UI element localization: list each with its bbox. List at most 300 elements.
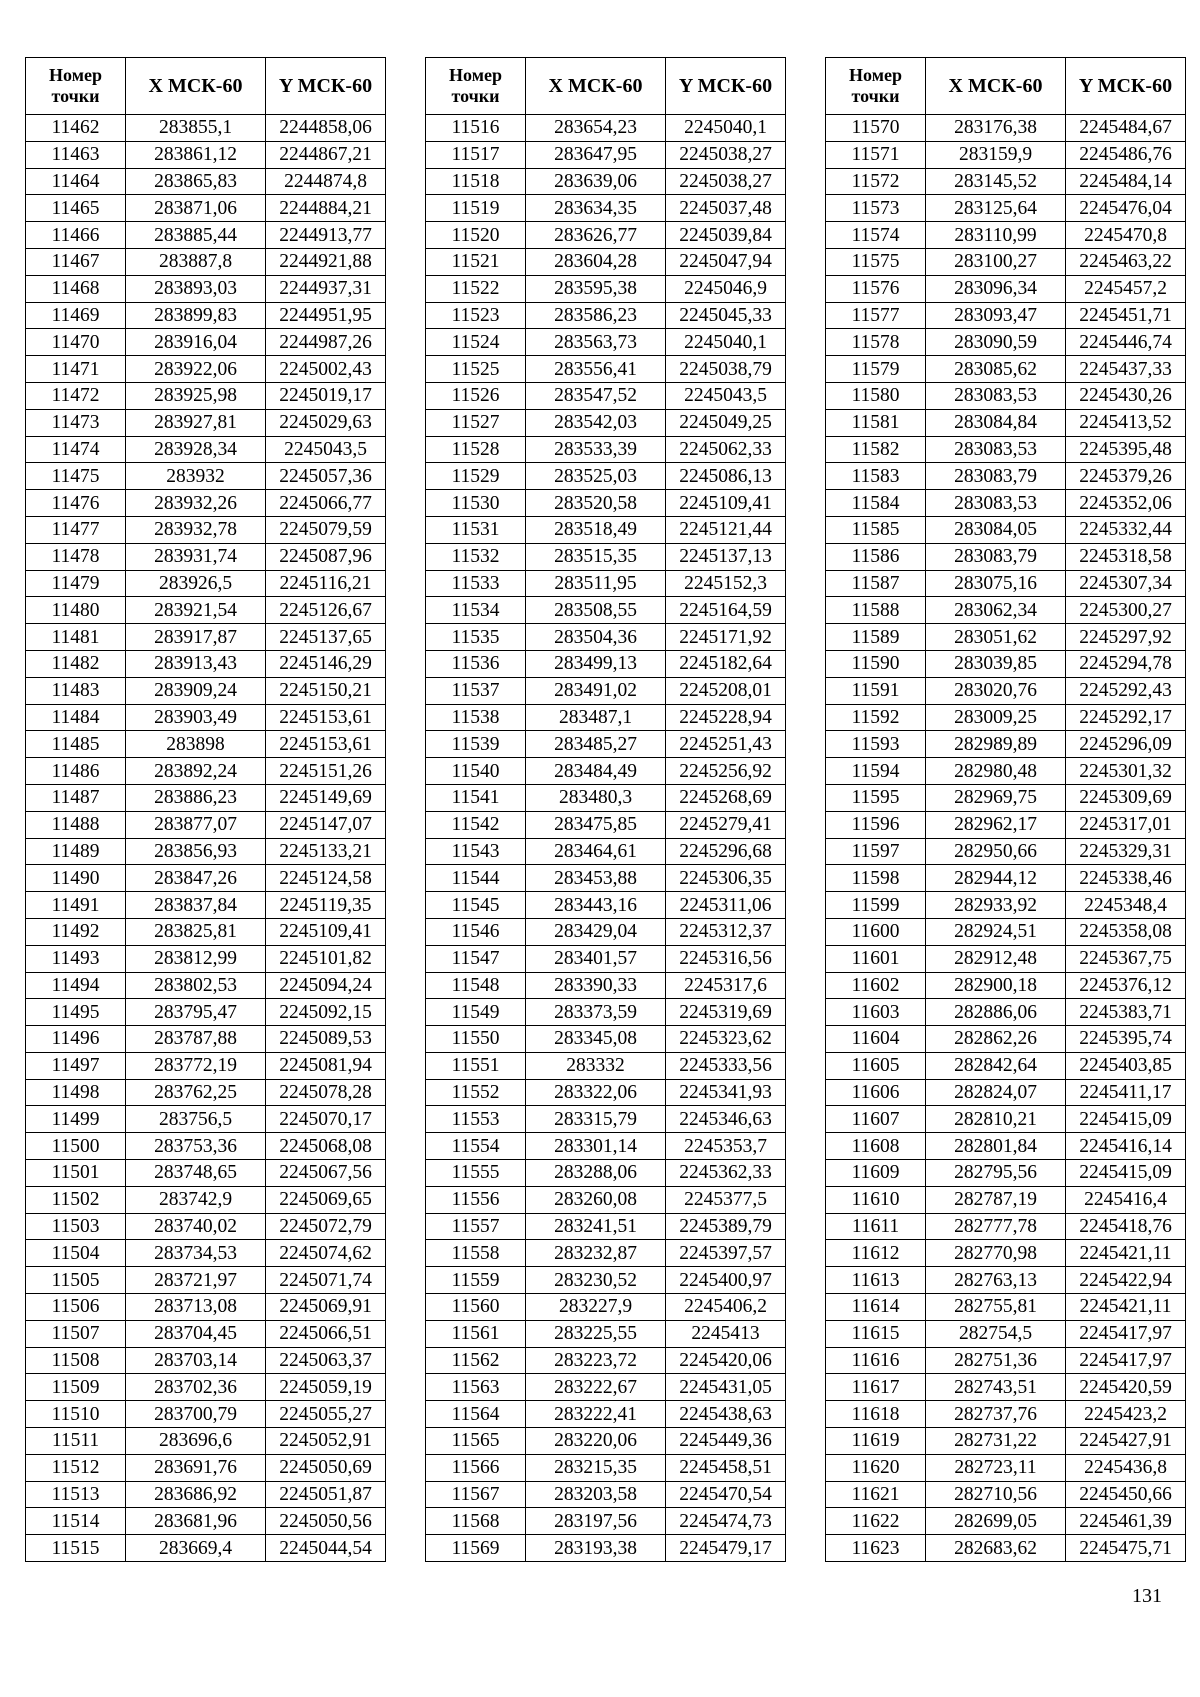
table-row [826,302,1186,329]
y-coordinate-cell: 2245268,69 [666,784,786,811]
point-number-cell: 11520 [426,222,526,249]
y-coordinate-cell: 2245067,56 [266,1160,386,1187]
table-row [26,543,386,570]
x-coordinate-cell: 283563,73 [526,329,666,356]
y-coordinate-cell: 2245416,4 [1066,1186,1186,1213]
table-body [426,115,786,1562]
table-row [826,704,1186,731]
y-coordinate-cell: 2245306,35 [666,865,786,892]
x-coordinate-cell: 282989,89 [926,731,1066,758]
x-coordinate-cell: 283225,55 [526,1320,666,1347]
point-number-cell: 11470 [26,329,126,356]
header-y: Y МСК-60 [266,58,386,115]
point-number-cell: 11537 [426,677,526,704]
x-coordinate-cell: 283932 [126,463,266,490]
x-coordinate-cell: 283533,39 [526,436,666,463]
x-coordinate-cell: 283288,06 [526,1160,666,1187]
point-number-cell: 11613 [826,1267,926,1294]
table-row [826,382,1186,409]
table-row [426,141,786,168]
table-row [26,677,386,704]
x-coordinate-cell: 283825,81 [126,918,266,945]
point-number-cell: 11491 [26,892,126,919]
y-coordinate-cell: 2245109,41 [266,918,386,945]
x-coordinate-cell: 283586,23 [526,302,666,329]
point-number-cell: 11472 [26,382,126,409]
y-coordinate-cell: 2245047,94 [666,248,786,275]
y-coordinate-cell: 2245153,61 [266,704,386,731]
x-coordinate-cell: 282924,51 [926,918,1066,945]
table-row [426,195,786,222]
y-coordinate-cell: 2245449,36 [666,1428,786,1455]
point-number-cell: 11485 [26,731,126,758]
point-number-cell: 11563 [426,1374,526,1401]
y-coordinate-cell: 2245406,2 [666,1294,786,1321]
point-number-cell: 11502 [26,1186,126,1213]
y-coordinate-cell: 2245437,33 [1066,356,1186,383]
point-number-cell: 11500 [26,1133,126,1160]
table-row [826,1133,1186,1160]
table-row [426,918,786,945]
table-row [26,704,386,731]
x-coordinate-cell: 283193,38 [526,1535,666,1562]
table-row [426,1428,786,1455]
y-coordinate-cell: 2245333,56 [666,1052,786,1079]
point-number-cell: 11512 [26,1454,126,1481]
point-number-cell: 11481 [26,624,126,651]
table-row [426,1535,786,1562]
x-coordinate-cell: 282777,78 [926,1213,1066,1240]
point-number-cell: 11561 [426,1320,526,1347]
table-row [26,490,386,517]
point-number-cell: 11544 [426,865,526,892]
y-coordinate-cell: 2245092,15 [266,999,386,1026]
point-number-cell: 11570 [826,115,926,142]
table-row [826,677,1186,704]
x-coordinate-cell: 283515,35 [526,543,666,570]
y-coordinate-cell: 2245208,01 [666,677,786,704]
y-coordinate-cell: 2245292,43 [1066,677,1186,704]
table-row [426,1160,786,1187]
point-number-cell: 11462 [26,115,126,142]
x-coordinate-cell: 283096,34 [926,275,1066,302]
table-row [26,141,386,168]
x-coordinate-cell: 282933,92 [926,892,1066,919]
table-header-row [426,58,786,115]
x-coordinate-cell: 282842,64 [926,1052,1066,1079]
y-coordinate-cell: 2245109,41 [666,490,786,517]
table-row [426,302,786,329]
table-row [426,1294,786,1321]
table-row [826,650,1186,677]
y-coordinate-cell: 2245051,87 [266,1481,386,1508]
x-coordinate-cell: 283871,06 [126,195,266,222]
x-coordinate-cell: 283932,78 [126,516,266,543]
x-coordinate-cell: 283504,36 [526,624,666,651]
point-number-cell: 11620 [826,1454,926,1481]
y-coordinate-cell: 2245450,66 [1066,1481,1186,1508]
point-number-cell: 11490 [26,865,126,892]
x-coordinate-cell: 283626,77 [526,222,666,249]
x-coordinate-cell: 283886,23 [126,784,266,811]
point-number-cell: 11513 [26,1481,126,1508]
y-coordinate-cell: 2245484,67 [1066,115,1186,142]
coordinates-table-3 [825,57,1186,1562]
point-number-cell: 11596 [826,811,926,838]
x-coordinate-cell: 282810,21 [926,1106,1066,1133]
y-coordinate-cell: 2245057,36 [266,463,386,490]
table-row [26,302,386,329]
x-coordinate-cell: 283197,56 [526,1508,666,1535]
x-coordinate-cell: 283899,83 [126,302,266,329]
y-coordinate-cell: 2245470,54 [666,1481,786,1508]
header-y: Y МСК-60 [1066,58,1186,115]
y-coordinate-cell: 2245318,58 [1066,543,1186,570]
x-coordinate-cell: 283721,97 [126,1267,266,1294]
table-row [426,1267,786,1294]
y-coordinate-cell: 2245362,33 [666,1160,786,1187]
y-coordinate-cell: 2245116,21 [266,570,386,597]
point-number-cell: 11556 [426,1186,526,1213]
x-coordinate-cell: 283913,43 [126,650,266,677]
table-row [426,1079,786,1106]
y-coordinate-cell: 2245045,33 [666,302,786,329]
point-number-cell: 11479 [26,570,126,597]
point-number-cell: 11591 [826,677,926,704]
y-coordinate-cell: 2245066,51 [266,1320,386,1347]
point-number-cell: 11612 [826,1240,926,1267]
table-row [26,1240,386,1267]
x-coordinate-cell: 283654,23 [526,115,666,142]
point-number-cell: 11585 [826,516,926,543]
y-coordinate-cell: 2245332,44 [1066,516,1186,543]
point-number-cell: 11587 [826,570,926,597]
point-number-cell: 11562 [426,1347,526,1374]
point-number-cell: 11552 [426,1079,526,1106]
x-coordinate-cell: 283812,99 [126,945,266,972]
y-coordinate-cell: 2245458,51 [666,1454,786,1481]
y-coordinate-cell: 2245049,25 [666,409,786,436]
point-number-cell: 11480 [26,597,126,624]
x-coordinate-cell: 283748,65 [126,1160,266,1187]
point-number-cell: 11608 [826,1133,926,1160]
y-coordinate-cell: 2245475,71 [1066,1535,1186,1562]
point-number-cell: 11482 [26,650,126,677]
point-number-cell: 11569 [426,1535,526,1562]
y-coordinate-cell: 2245019,17 [266,382,386,409]
table-row [426,624,786,651]
point-number-cell: 11616 [826,1347,926,1374]
y-coordinate-cell: 2245294,78 [1066,650,1186,677]
point-number-cell: 11559 [426,1267,526,1294]
table-row [826,1186,1186,1213]
table-row [426,784,786,811]
x-coordinate-cell: 282737,76 [926,1401,1066,1428]
y-coordinate-cell: 2245486,76 [1066,141,1186,168]
table-row [426,945,786,972]
point-number-cell: 11501 [26,1160,126,1187]
table-row [426,865,786,892]
y-coordinate-cell: 2245052,91 [266,1428,386,1455]
x-coordinate-cell: 283885,44 [126,222,266,249]
x-coordinate-cell: 282886,06 [926,999,1066,1026]
x-coordinate-cell: 283373,59 [526,999,666,1026]
x-coordinate-cell: 283691,76 [126,1454,266,1481]
y-coordinate-cell: 2245421,11 [1066,1294,1186,1321]
point-number-cell: 11572 [826,168,926,195]
table-body [26,115,386,1562]
x-coordinate-cell: 282731,22 [926,1428,1066,1455]
x-coordinate-cell: 283083,53 [926,490,1066,517]
table-row [426,1240,786,1267]
y-coordinate-cell: 2245316,56 [666,945,786,972]
y-coordinate-cell: 2245431,05 [666,1374,786,1401]
x-coordinate-cell: 283928,34 [126,436,266,463]
point-number-cell: 11493 [26,945,126,972]
table-row [826,1374,1186,1401]
y-coordinate-cell: 2245251,43 [666,731,786,758]
y-coordinate-cell: 2245323,62 [666,1026,786,1053]
point-number-cell: 11589 [826,624,926,651]
x-coordinate-cell: 283772,19 [126,1052,266,1079]
table-row [26,570,386,597]
point-number-cell: 11538 [426,704,526,731]
table-row [826,865,1186,892]
point-number-cell: 11623 [826,1535,926,1562]
x-coordinate-cell: 283075,16 [926,570,1066,597]
table-row [826,1026,1186,1053]
y-coordinate-cell: 2245353,7 [666,1133,786,1160]
table-row [26,1106,386,1133]
x-coordinate-cell: 283837,84 [126,892,266,919]
x-coordinate-cell: 283345,08 [526,1026,666,1053]
x-coordinate-cell: 283230,52 [526,1267,666,1294]
table-row [26,1294,386,1321]
x-coordinate-cell: 283525,03 [526,463,666,490]
y-coordinate-cell: 2245072,79 [266,1213,386,1240]
table-row [26,650,386,677]
y-coordinate-cell: 2245121,44 [666,516,786,543]
x-coordinate-cell: 283301,14 [526,1133,666,1160]
y-coordinate-cell: 2245367,75 [1066,945,1186,972]
y-coordinate-cell: 2245137,13 [666,543,786,570]
point-number-cell: 11582 [826,436,926,463]
table-row [826,1267,1186,1294]
point-number-cell: 11483 [26,677,126,704]
x-coordinate-cell: 283083,53 [926,382,1066,409]
table-row [826,463,1186,490]
table-row [826,1079,1186,1106]
table-row [826,570,1186,597]
table-row [826,597,1186,624]
point-number-cell: 11494 [26,972,126,999]
table-row [826,758,1186,785]
table-row [26,382,386,409]
point-number-cell: 11503 [26,1213,126,1240]
point-number-cell: 11594 [826,758,926,785]
point-number-cell: 11560 [426,1294,526,1321]
table-row [26,1374,386,1401]
x-coordinate-cell: 283916,04 [126,329,266,356]
point-number-cell: 11496 [26,1026,126,1053]
y-coordinate-cell: 2245256,92 [666,758,786,785]
y-coordinate-cell: 2245312,37 [666,918,786,945]
point-number-cell: 11505 [26,1267,126,1294]
point-number-cell: 11564 [426,1401,526,1428]
y-coordinate-cell: 2245474,73 [666,1508,786,1535]
x-coordinate-cell: 283877,07 [126,811,266,838]
header-x: X МСК-60 [526,58,666,115]
point-number-cell: 11586 [826,543,926,570]
x-coordinate-cell: 283926,5 [126,570,266,597]
x-coordinate-cell: 283742,9 [126,1186,266,1213]
x-coordinate-cell: 283039,85 [926,650,1066,677]
point-number-cell: 11619 [826,1428,926,1455]
table-row [426,570,786,597]
table-row [826,731,1186,758]
point-number-cell: 11464 [26,168,126,195]
table-row [826,1428,1186,1455]
x-coordinate-cell: 282755,81 [926,1294,1066,1321]
table-row [26,356,386,383]
y-coordinate-cell: 2245317,6 [666,972,786,999]
header-x: X МСК-60 [926,58,1066,115]
x-coordinate-cell: 283110,99 [926,222,1066,249]
table-row [26,597,386,624]
y-coordinate-cell: 2245417,97 [1066,1320,1186,1347]
table-row [826,918,1186,945]
point-number-cell: 11618 [826,1401,926,1428]
y-coordinate-cell: 2245164,59 [666,597,786,624]
x-coordinate-cell: 283390,33 [526,972,666,999]
x-coordinate-cell: 283753,36 [126,1133,266,1160]
y-coordinate-cell: 2245400,97 [666,1267,786,1294]
table-row [426,838,786,865]
y-coordinate-cell: 2245094,24 [266,972,386,999]
x-coordinate-cell: 283756,5 [126,1106,266,1133]
y-coordinate-cell: 2245296,68 [666,838,786,865]
table-row [826,490,1186,517]
point-number-cell: 11507 [26,1320,126,1347]
x-coordinate-cell: 283083,79 [926,543,1066,570]
point-number-cell: 11550 [426,1026,526,1053]
x-coordinate-cell: 283903,49 [126,704,266,731]
point-number-cell: 11579 [826,356,926,383]
table-row [26,999,386,1026]
x-coordinate-cell: 283009,25 [926,704,1066,731]
x-coordinate-cell: 283922,06 [126,356,266,383]
y-coordinate-cell: 2245002,43 [266,356,386,383]
x-coordinate-cell: 283909,24 [126,677,266,704]
table-row [26,784,386,811]
x-coordinate-cell: 283401,57 [526,945,666,972]
x-coordinate-cell: 283647,95 [526,141,666,168]
table-row [426,1106,786,1133]
x-coordinate-cell: 283051,62 [926,624,1066,651]
y-coordinate-cell: 2245078,28 [266,1079,386,1106]
y-coordinate-cell: 2245341,93 [666,1079,786,1106]
point-number-cell: 11466 [26,222,126,249]
y-coordinate-cell: 2245081,94 [266,1052,386,1079]
table-row [826,1347,1186,1374]
x-coordinate-cell: 283927,81 [126,409,266,436]
x-coordinate-cell: 283480,3 [526,784,666,811]
x-coordinate-cell: 283475,85 [526,811,666,838]
point-number-cell: 11529 [426,463,526,490]
table-row [26,275,386,302]
x-coordinate-cell: 283787,88 [126,1026,266,1053]
point-number-cell: 11521 [426,248,526,275]
table-row [426,356,786,383]
table-row [426,1481,786,1508]
point-number-cell: 11568 [426,1508,526,1535]
y-coordinate-cell: 2245346,63 [666,1106,786,1133]
x-coordinate-cell: 283518,49 [526,516,666,543]
table-row [426,1133,786,1160]
x-coordinate-cell: 283485,27 [526,731,666,758]
y-coordinate-cell: 2245418,76 [1066,1213,1186,1240]
point-number-cell: 11558 [426,1240,526,1267]
table-row [826,1535,1186,1562]
table-row [26,624,386,651]
table-row [26,1026,386,1053]
point-number-cell: 11614 [826,1294,926,1321]
x-coordinate-cell: 283220,06 [526,1428,666,1455]
x-coordinate-cell: 283855,1 [126,115,266,142]
table-row [26,1347,386,1374]
table-row [826,1481,1186,1508]
table-row [826,811,1186,838]
point-number-cell: 11488 [26,811,126,838]
y-coordinate-cell: 2245037,48 [666,195,786,222]
point-number-cell: 11615 [826,1320,926,1347]
table-row [826,945,1186,972]
x-coordinate-cell: 282723,11 [926,1454,1066,1481]
table-row [826,141,1186,168]
x-coordinate-cell: 283547,52 [526,382,666,409]
table-row [426,704,786,731]
point-number-cell: 11510 [26,1401,126,1428]
x-coordinate-cell: 283639,06 [526,168,666,195]
x-coordinate-cell: 282763,13 [926,1267,1066,1294]
table-body [826,115,1186,1562]
x-coordinate-cell: 282743,51 [926,1374,1066,1401]
point-number-cell: 11583 [826,463,926,490]
y-coordinate-cell: 2245063,37 [266,1347,386,1374]
point-number-cell: 11523 [426,302,526,329]
table-row [26,1213,386,1240]
point-number-cell: 11541 [426,784,526,811]
point-number-cell: 11506 [26,1294,126,1321]
table-row [26,1454,386,1481]
point-number-cell: 11577 [826,302,926,329]
y-coordinate-cell: 2245068,08 [266,1133,386,1160]
point-number-cell: 11539 [426,731,526,758]
x-coordinate-cell: 283322,06 [526,1079,666,1106]
table-row [826,168,1186,195]
y-coordinate-cell: 2244987,26 [266,329,386,356]
table-row [426,463,786,490]
point-number-cell: 11590 [826,650,926,677]
header-point-number: Номер точки [26,58,126,115]
y-coordinate-cell: 2245119,35 [266,892,386,919]
y-coordinate-cell: 2244874,8 [266,168,386,195]
x-coordinate-cell: 283795,47 [126,999,266,1026]
y-coordinate-cell: 2245070,17 [266,1106,386,1133]
table-row [426,543,786,570]
point-number-cell: 11504 [26,1240,126,1267]
table-row [26,248,386,275]
